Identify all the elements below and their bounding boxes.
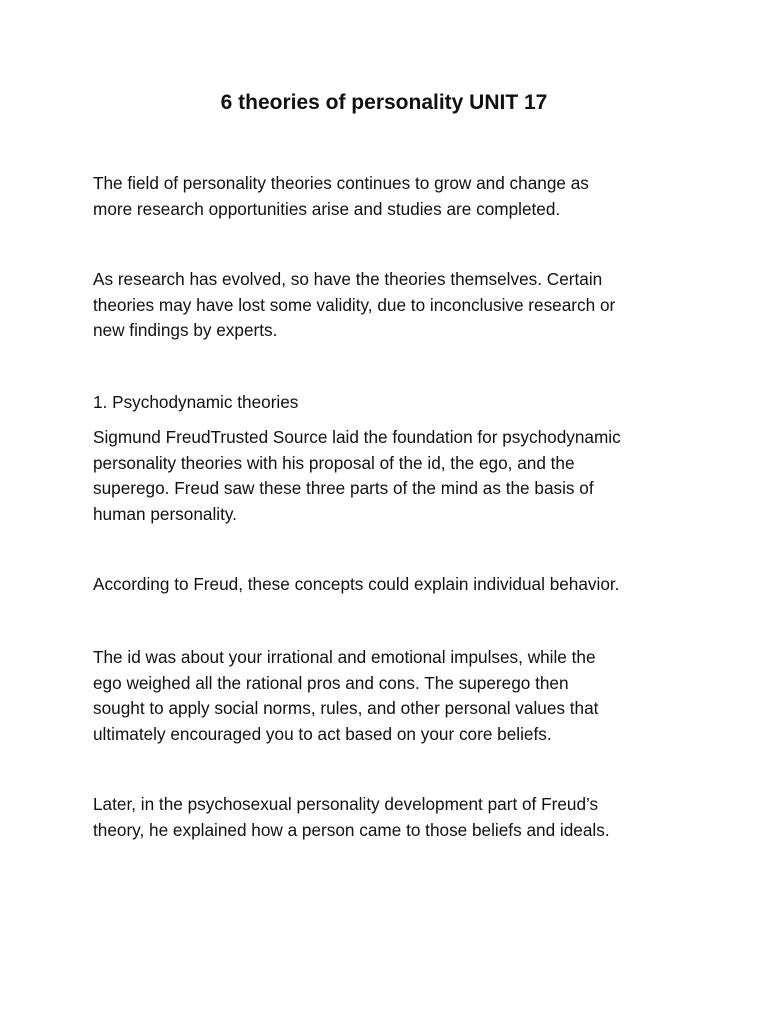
paragraph-id-ego-superego: The id was about your irrational and emotional impulses, while the ego weighed all the rational pros and cons. The superego then sought to apply social norms, rules, and other personal values that ultimately encouraged you to act based on your core beliefs.: [93, 647, 599, 744]
paragraph-psychosexual: Later, in the psychosexual personality development part of Freud’s theory, he explained how a person came to those beliefs and ideals.: [93, 794, 610, 840]
paragraph-research-evolved: As research has evolved, so have the theories themselves. Certain theories may have lost some validity, due to inconclusive research or new findings by experts.: [93, 269, 616, 341]
document-title: 6 theories of personality UNIT 17: [220, 91, 548, 114]
paragraph-freud-foundation: Sigmund FreudTrusted Source laid the foundation for psychodynamic personality theories with his proposal of the id, the ego, and the superego. Freud saw these three parts of the mind as the basis of human personality.: [93, 427, 621, 524]
paragraph-freud-concepts: According to Freud, these concepts could explain individual behavior.: [93, 574, 620, 594]
section-heading-psychodynamic: 1. Psychodynamic theories: [93, 392, 299, 412]
paragraph-intro: The field of personality theories continues to grow and change as more research opportunities arise and studies are completed.: [93, 173, 589, 219]
